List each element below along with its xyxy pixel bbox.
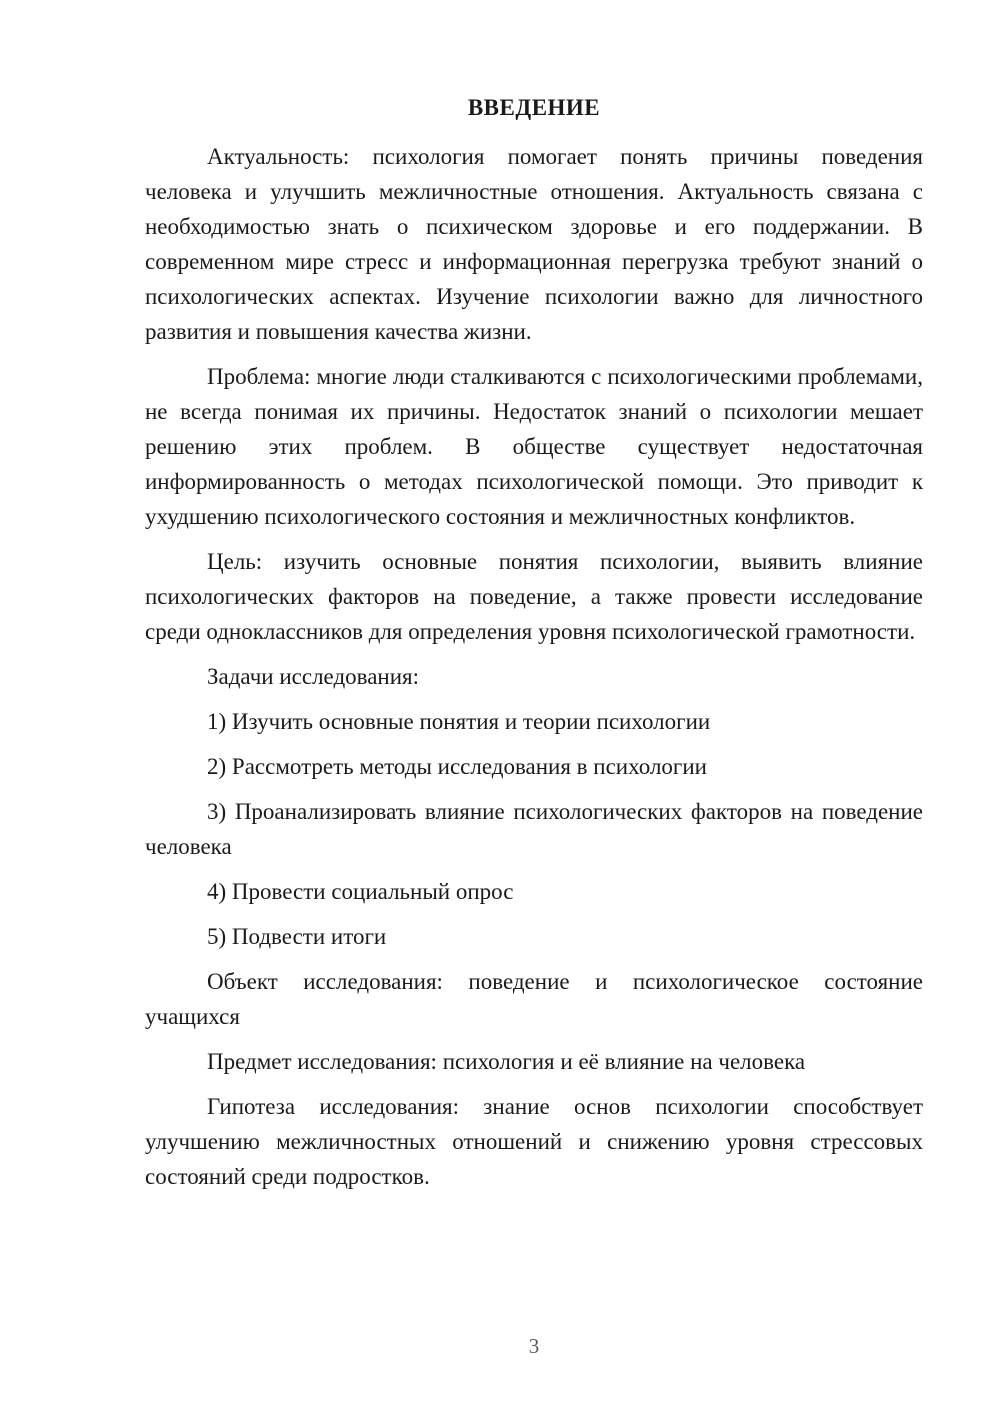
task-item-5: 5) Подвести итоги (207, 924, 387, 949)
task-item-1: 1) Изучить основные понятия и теории психологии (207, 709, 711, 734)
paragraph-goal: Цель: изучить основные понятия психологии, выявить влияние психологических факторов на поведение, а также провести исследование среди одноклассников для определения уровня психологической грамотности. (145, 549, 923, 644)
page-title: ВВЕДЕНИЕ (467, 95, 601, 120)
paragraph-research-subject: Предмет исследования: психология и её влияние на человека (207, 1049, 806, 1074)
task-item-3: 3) Проанализировать влияние психологических факторов на поведение человека (145, 799, 923, 859)
paragraph-relevance: Актуальность: психология помогает понять причины поведения человека и улучшить межличностные отношения. Актуальность связана с необходимостью знать о психическом здоровье и его поддержании. В современном мире стресс и информационная перегрузка требуют знаний о психологических аспектах. Изучение психологии важно для личностного развития и повышения качества жизни. (145, 144, 923, 344)
task-item-4: 4) Провести социальный опрос (207, 879, 514, 904)
paragraph-research-object: Объект исследования: поведение и психологическое состояние учащихся (145, 969, 923, 1029)
paragraph-hypothesis: Гипотеза исследования: знание основ психологии способствует улучшению межличностных отношений и снижению уровня стрессовых состояний среди подростков. (145, 1094, 923, 1189)
tasks-heading: Задачи исследования: (207, 664, 420, 689)
paragraph-problem: Проблема: многие люди сталкиваются с психологическими проблемами, не всегда понимая их причины. Недостаток знаний о психологии мешает решению этих проблем. В обществе существует недостаточная информированность о методах психологической помощи. Это приводит к ухудшению психологического состояния и межличностных конфликтов. (145, 364, 923, 529)
task-item-2: 2) Рассмотреть методы исследования в психологии (207, 754, 707, 779)
page-number: 3 (528, 1334, 540, 1358)
